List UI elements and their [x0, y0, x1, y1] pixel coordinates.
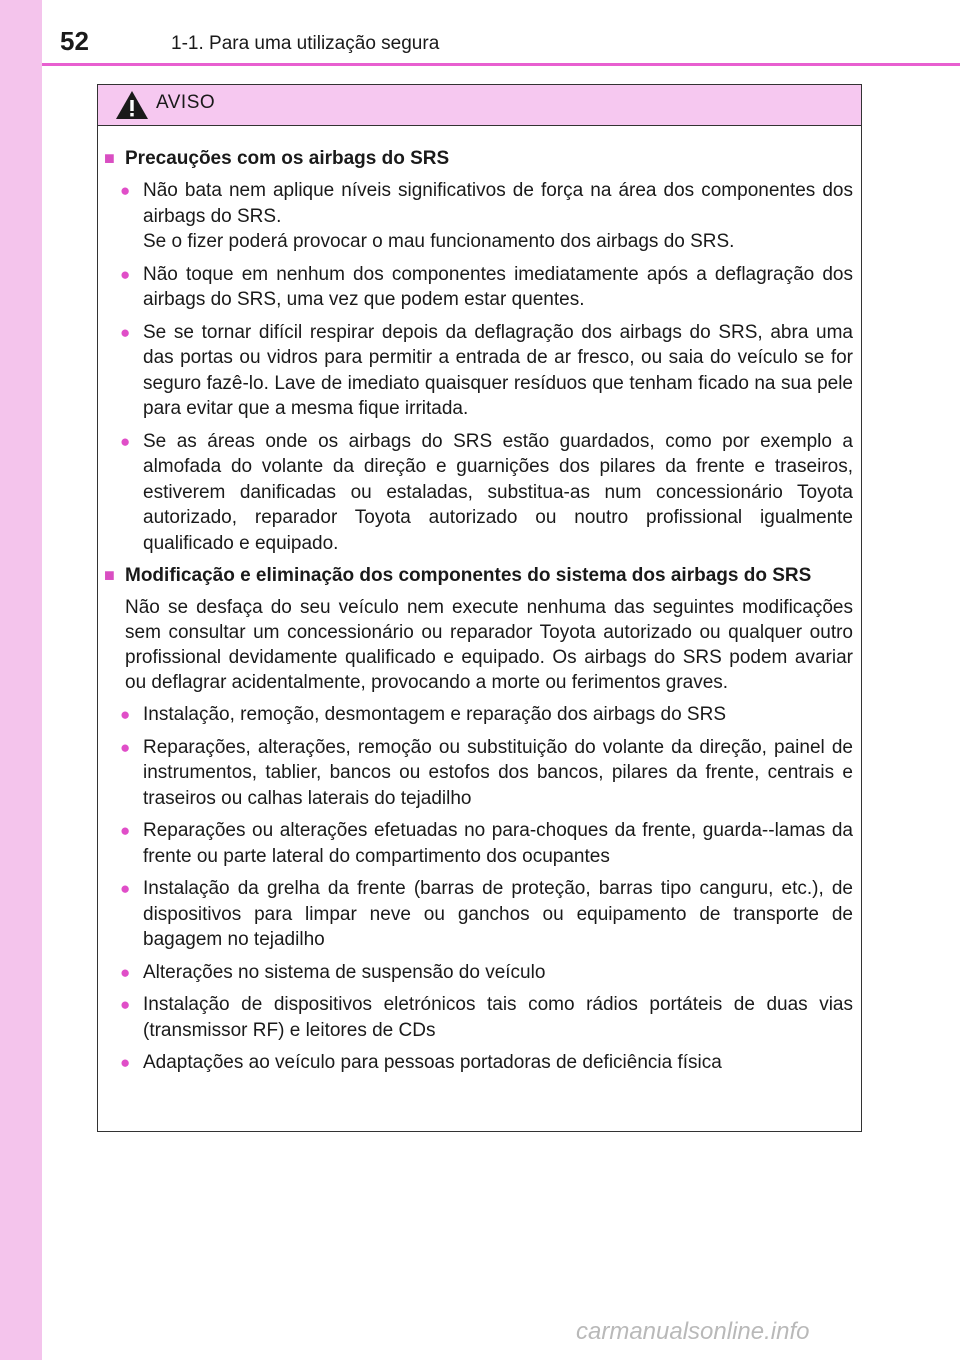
list-item [104, 702, 853, 728]
circle-bullet-icon: ● [120, 879, 131, 898]
list-item-text: Reparações ou alterações efetuadas no para-choques da frente, guarda--lamas da frente ou parte lateral do compartimento dos ocupantes [143, 820, 853, 867]
circle-bullet-icon: ● [120, 431, 131, 451]
list-item [104, 818, 853, 869]
list-item-text: Se as áreas onde os airbags do SRS estão guardados, como por exemplo a almofada do volante da direção e guarnições dos pilares da frente e traseiros, estiverem danificadas ou estaladas, substitua-as num concessionário Toyota autorizado, reparador Toyota autorizado ou noutro profissional igualmente qualificado e equipado. [143, 430, 853, 554]
warning-triangle-icon [114, 89, 150, 126]
circle-bullet-icon: ● [120, 264, 131, 284]
section-heading-text: Modificação e eliminação dos componentes do sistema dos airbags do SRS [125, 565, 812, 586]
section-heading [104, 563, 853, 588]
list-item [104, 262, 853, 313]
watermark: carmanualsonline.info [576, 1318, 810, 1345]
list-item-text: Não toque em nenhum dos componentes imediatamente após a deflagração dos airbags do SRS, uma vez que podem estar quentes. [143, 263, 853, 310]
circle-bullet-icon: ● [120, 705, 131, 724]
circle-bullet-icon: ● [120, 322, 131, 342]
list-item-text: Instalação, remoção, desmontagem e reparação dos airbags do SRS [143, 704, 726, 725]
section-title: 1-1. Para uma utilização segura [171, 33, 440, 54]
circle-bullet-icon: ● [120, 1053, 131, 1072]
list-item [104, 876, 853, 953]
warning-content [98, 126, 861, 1076]
list-item-text: Se se tornar difícil respirar depois da deflagração dos airbags do SRS, abra uma das portas ou vidros para permitir a entrada de ar fresco, ou saia do veículo se for seguro fazê-lo. Lave de imediato quaisquer resíduos que tenham ficado na sua pele para evitar que a mesma fique irritada. [143, 321, 853, 419]
list-item-text: Instalação de dispositivos eletrónicos tais como rádios portáteis de duas vias (transmissor RF) e leitores de CDs [143, 994, 853, 1041]
circle-bullet-icon: ● [120, 737, 131, 757]
list-item [104, 992, 853, 1043]
warning-header [98, 85, 861, 126]
circle-bullet-icon: ● [120, 181, 131, 200]
header-rule [42, 63, 960, 66]
list-item-text: Adaptações ao veículo para pessoas portadoras de deficiência física [143, 1052, 722, 1073]
warning-title: AVISO [156, 92, 216, 113]
list-item-text: Se o fizer poderá provocar o mau funcionamento dos airbags do SRS. [143, 231, 735, 252]
section-heading [104, 146, 853, 171]
list-item-text: Instalação da grelha da frente (barras de proteção, barras tipo canguru, etc.), de dispositivos para limpar neve ou ganchos ou equipamento de transporte de bagagem no tejadilho [143, 878, 853, 950]
section-intro: Não se desfaça do seu veículo nem execute nenhuma das seguintes modificações sem consultar um concessionário ou reparador Toyota autorizado ou qualquer outro profissional devidamente qualificado e equipado. Os airbags do SRS podem avariar ou deflagrar acidentalmente, provocando a morte ou ferimentos graves. [125, 597, 853, 693]
page-number: 52 [60, 26, 89, 56]
circle-bullet-icon: ● [120, 821, 131, 840]
warning-box [97, 84, 862, 1132]
list-item [104, 1050, 853, 1076]
section-heading-text: Precauções com os airbags do SRS [125, 148, 450, 169]
list-item [104, 960, 853, 986]
side-color-band [0, 0, 42, 1360]
square-bullet-icon: ■ [104, 148, 115, 168]
list-item-text: Reparações, alterações, remoção ou substituição do volante da direção, painel de instrumentos, tablier, bancos ou estofos dos bancos, pilares da frente, centrais e traseiros ou calhas laterais do tejadilho [143, 736, 853, 809]
square-bullet-icon: ■ [104, 565, 115, 585]
list-item-text: Alterações no sistema de suspensão do veículo [143, 961, 546, 983]
circle-bullet-icon: ● [120, 995, 131, 1014]
circle-bullet-icon: ● [120, 962, 131, 982]
list-item [104, 320, 853, 422]
list-item [104, 735, 853, 812]
list-item-text: Não bata nem aplique níveis significativos de força na área dos componentes dos airbags do SRS. [143, 180, 853, 227]
list-item [104, 178, 853, 255]
list-item [104, 429, 853, 557]
